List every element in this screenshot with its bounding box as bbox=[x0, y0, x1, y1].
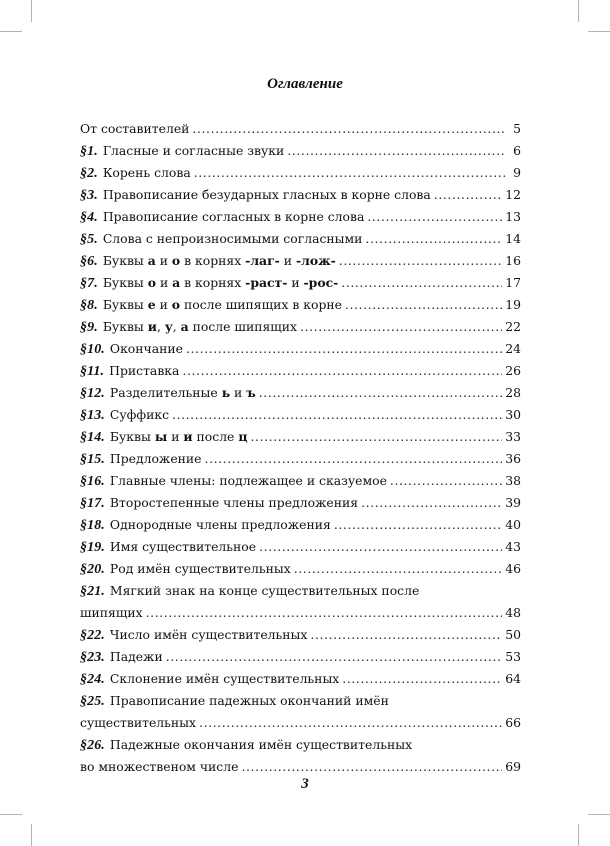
toc-entry bbox=[80, 118, 521, 140]
dot-leader bbox=[345, 294, 502, 316]
bold-term: е bbox=[147, 297, 156, 312]
toc-entry bbox=[80, 184, 521, 206]
title-text: Склонение имён существительных bbox=[109, 671, 340, 686]
crop-mark-left-bottom bbox=[0, 814, 22, 815]
bold-term: о bbox=[171, 253, 181, 268]
table-of-contents bbox=[80, 118, 521, 778]
section-number: §3. bbox=[80, 188, 98, 203]
dot-leader bbox=[166, 646, 503, 668]
dot-leader bbox=[365, 228, 502, 250]
title-text: Приставка bbox=[109, 363, 180, 378]
section-number: §18. bbox=[80, 518, 105, 533]
dot-leader bbox=[294, 558, 502, 580]
title-text: в корнях bbox=[180, 253, 246, 268]
entry-title bbox=[103, 272, 338, 294]
toc-entry bbox=[80, 492, 521, 514]
title-text: , bbox=[156, 319, 165, 334]
title-text: , bbox=[172, 319, 181, 334]
title-text: Второстепенные члены предложения bbox=[109, 495, 359, 510]
entry-page-number: 50 bbox=[505, 627, 521, 642]
crop-mark-right-top bbox=[588, 31, 610, 32]
entry-page-number: 38 bbox=[505, 473, 521, 488]
bold-term: ц bbox=[238, 429, 248, 444]
section-number: §21. bbox=[80, 584, 105, 599]
toc-entry bbox=[80, 514, 521, 536]
entry-title bbox=[110, 690, 389, 712]
toc-entry bbox=[80, 690, 521, 712]
entry-title bbox=[80, 118, 189, 140]
entry-page-number: 40 bbox=[505, 517, 521, 532]
entry-title bbox=[103, 316, 297, 338]
title-text: Суффикс bbox=[109, 407, 170, 422]
entry-title bbox=[110, 536, 256, 558]
section-number: §2. bbox=[80, 166, 98, 181]
title-text: Правописание согласных в корне слова bbox=[102, 209, 365, 224]
dot-leader bbox=[367, 206, 502, 228]
toc-entry bbox=[80, 206, 521, 228]
toc-entry bbox=[80, 338, 521, 360]
dot-leader bbox=[199, 712, 502, 734]
title-text: Буквы bbox=[102, 319, 148, 334]
toc-entry bbox=[80, 228, 521, 250]
entry-page-number: 26 bbox=[505, 363, 521, 378]
entry-title bbox=[103, 140, 285, 162]
entry-page-number: 43 bbox=[505, 539, 521, 554]
title-text: и bbox=[230, 385, 247, 400]
section-number: §24. bbox=[80, 672, 105, 687]
entry-page-number: 48 bbox=[505, 605, 521, 620]
entry-title bbox=[110, 382, 256, 404]
entry-title bbox=[110, 492, 358, 514]
bold-term: и bbox=[147, 319, 157, 334]
entry-title bbox=[110, 448, 202, 470]
entry-title bbox=[110, 646, 163, 668]
title-text: Окончание bbox=[109, 341, 183, 356]
entry-page-number: 53 bbox=[505, 649, 521, 664]
toc-entry bbox=[80, 382, 521, 404]
title-text: и bbox=[287, 275, 304, 290]
toc-entry bbox=[80, 316, 521, 338]
section-number: §22. bbox=[80, 628, 105, 643]
section-number: §13. bbox=[80, 408, 105, 423]
crop-mark-bottom-left bbox=[31, 824, 32, 846]
dot-leader bbox=[251, 426, 503, 448]
dot-leader bbox=[192, 118, 506, 140]
toc-entry bbox=[80, 580, 521, 602]
dot-leader bbox=[194, 162, 506, 184]
dot-leader bbox=[259, 536, 502, 558]
dot-leader bbox=[172, 404, 502, 426]
entry-page-number: 13 bbox=[505, 209, 521, 224]
entry-page-number: 30 bbox=[505, 407, 521, 422]
toc-entry bbox=[80, 536, 521, 558]
entry-title bbox=[103, 184, 431, 206]
crop-mark-top-right bbox=[578, 0, 579, 22]
entry-title bbox=[103, 162, 191, 184]
toc-entry bbox=[80, 624, 521, 646]
entry-title bbox=[110, 338, 183, 360]
title-text: Правописание безударных гласных в корне слова bbox=[102, 187, 431, 202]
section-number: §23. bbox=[80, 650, 105, 665]
dot-leader bbox=[361, 492, 502, 514]
entry-title bbox=[80, 602, 143, 624]
entry-page-number: 16 bbox=[505, 253, 521, 268]
dot-leader bbox=[241, 756, 502, 778]
toc-entry bbox=[80, 712, 521, 734]
dot-leader bbox=[339, 250, 502, 272]
title-text: во множественом числе bbox=[80, 759, 239, 774]
section-number: §14. bbox=[80, 430, 105, 445]
toc-heading: Оглавление bbox=[267, 76, 343, 92]
section-number: §25. bbox=[80, 694, 105, 709]
entry-title bbox=[110, 426, 248, 448]
title-text: шипящих bbox=[80, 605, 143, 620]
entry-page-number: 22 bbox=[505, 319, 521, 334]
section-number: §20. bbox=[80, 562, 105, 577]
title-text: Разделительные bbox=[109, 385, 222, 400]
entry-page-number: 33 bbox=[505, 429, 521, 444]
entry-title bbox=[103, 294, 342, 316]
crop-mark-left-top bbox=[0, 31, 22, 32]
title-text: Корень слова bbox=[102, 165, 191, 180]
title-text: и bbox=[279, 253, 296, 268]
entry-page-number: 66 bbox=[505, 715, 521, 730]
toc-entry bbox=[80, 448, 521, 470]
title-text: Предложение bbox=[109, 451, 202, 466]
dot-leader bbox=[259, 382, 502, 404]
entry-page-number: 6 bbox=[513, 143, 521, 158]
bold-term: ъ bbox=[246, 385, 256, 400]
entry-title bbox=[110, 580, 419, 602]
entry-title bbox=[110, 514, 331, 536]
bold-term: а bbox=[172, 275, 181, 290]
entry-title bbox=[110, 470, 387, 492]
dot-leader bbox=[310, 624, 502, 646]
toc-entry bbox=[80, 162, 521, 184]
section-number: §6. bbox=[80, 254, 98, 269]
dot-leader bbox=[287, 140, 506, 162]
title-text: после шипящих bbox=[188, 319, 298, 334]
bold-term: ь bbox=[221, 385, 231, 400]
title-text: Род имён существительных bbox=[109, 561, 291, 576]
section-number: §15. bbox=[80, 452, 105, 467]
title-text: Падежные окончания имён существительных bbox=[109, 737, 413, 752]
toc-entry bbox=[80, 756, 521, 778]
entry-page-number: 36 bbox=[505, 451, 521, 466]
entry-title bbox=[103, 206, 365, 228]
section-number: §1. bbox=[80, 144, 98, 159]
bold-term: -лаг- bbox=[245, 253, 280, 268]
toc-entry bbox=[80, 470, 521, 492]
title-text: Правописание падежных окончаний имён bbox=[109, 693, 389, 708]
crop-mark-right-bottom bbox=[588, 814, 610, 815]
entry-title bbox=[103, 228, 363, 250]
bold-term: -раст- bbox=[245, 275, 288, 290]
section-number: §12. bbox=[80, 386, 105, 401]
entry-title bbox=[110, 668, 339, 690]
entry-page-number: 19 bbox=[505, 297, 521, 312]
toc-entry bbox=[80, 360, 521, 382]
title-text: Слова с непроизносимыми согласными bbox=[102, 231, 363, 246]
title-text: существительных bbox=[80, 715, 197, 730]
toc-entry bbox=[80, 602, 521, 624]
toc-entry bbox=[80, 668, 521, 690]
section-number: §4. bbox=[80, 210, 98, 225]
section-number: §16. bbox=[80, 474, 105, 489]
section-number: §26. bbox=[80, 738, 105, 753]
section-number: §8. bbox=[80, 298, 98, 313]
entry-page-number: 24 bbox=[505, 341, 521, 356]
title-text: Буквы bbox=[102, 253, 148, 268]
toc-entry bbox=[80, 426, 521, 448]
section-number: §19. bbox=[80, 540, 105, 555]
bold-term: и bbox=[183, 429, 193, 444]
dot-leader bbox=[300, 316, 502, 338]
title-text: Буквы bbox=[102, 275, 148, 290]
entry-page-number: 46 bbox=[505, 561, 521, 576]
title-text: в корнях bbox=[180, 275, 246, 290]
page-number: 3 bbox=[301, 776, 309, 792]
dot-leader bbox=[390, 470, 502, 492]
bold-term: о bbox=[147, 275, 156, 290]
section-number: §17. bbox=[80, 496, 105, 511]
title-text: и bbox=[155, 253, 172, 268]
dot-leader bbox=[342, 668, 502, 690]
toc-entry bbox=[80, 250, 521, 272]
section-number: §5. bbox=[80, 232, 98, 247]
title-text: Мягкий знак на конце существительных после bbox=[109, 583, 420, 598]
title-text: Буквы bbox=[102, 297, 148, 312]
toc-entry bbox=[80, 404, 521, 426]
dot-leader bbox=[434, 184, 502, 206]
bold-term: ы bbox=[154, 429, 168, 444]
crop-mark-bottom-right bbox=[578, 824, 579, 846]
entry-page-number: 28 bbox=[505, 385, 521, 400]
toc-entry bbox=[80, 140, 521, 162]
title-text: и bbox=[167, 429, 184, 444]
dot-leader bbox=[182, 360, 502, 382]
title-text: От составителей bbox=[80, 121, 190, 136]
dot-leader bbox=[334, 514, 502, 536]
entry-page-number: 39 bbox=[505, 495, 521, 510]
dot-leader bbox=[341, 272, 502, 294]
toc-entry bbox=[80, 294, 521, 316]
entry-page-number: 17 bbox=[505, 275, 521, 290]
entry-page-number: 69 bbox=[505, 759, 521, 774]
title-text: Однородные члены предложения bbox=[109, 517, 331, 532]
title-text: Имя существительное bbox=[109, 539, 257, 554]
bold-term: у bbox=[164, 319, 173, 334]
toc-entry bbox=[80, 558, 521, 580]
entry-title bbox=[103, 250, 336, 272]
title-text: Гласные и согласные звуки bbox=[102, 143, 285, 158]
section-number: §10. bbox=[80, 342, 105, 357]
entry-title bbox=[110, 404, 169, 426]
bold-term: -рос- bbox=[303, 275, 339, 290]
entry-page-number: 9 bbox=[513, 165, 521, 180]
title-text: Число имён существительных bbox=[109, 627, 308, 642]
bold-term: а bbox=[147, 253, 156, 268]
section-number: §7. bbox=[80, 276, 98, 291]
toc-entry bbox=[80, 272, 521, 294]
title-text: и bbox=[155, 297, 172, 312]
entry-title bbox=[110, 624, 308, 646]
section-number: §11. bbox=[80, 364, 105, 379]
entry-title bbox=[109, 360, 179, 382]
dot-leader bbox=[205, 448, 503, 470]
entry-title bbox=[110, 558, 291, 580]
bold-term: о bbox=[171, 297, 181, 312]
entry-title bbox=[80, 756, 238, 778]
title-text: после шипящих в корне bbox=[180, 297, 342, 312]
section-number: §9. bbox=[80, 320, 98, 335]
entry-title bbox=[80, 712, 196, 734]
toc-entry bbox=[80, 734, 521, 756]
title-text: Главные члены: подлежащее и сказуемое bbox=[109, 473, 387, 488]
title-text: Падежи bbox=[109, 649, 163, 664]
bold-term: а bbox=[180, 319, 189, 334]
title-text: и bbox=[156, 275, 173, 290]
entry-page-number: 12 bbox=[505, 187, 521, 202]
dot-leader bbox=[186, 338, 502, 360]
bold-term: -лож- bbox=[295, 253, 336, 268]
crop-mark-top-left bbox=[31, 0, 32, 22]
toc-entry bbox=[80, 646, 521, 668]
dot-leader bbox=[146, 602, 503, 624]
title-text: Буквы bbox=[109, 429, 155, 444]
title-text: после bbox=[192, 429, 239, 444]
entry-page-number: 5 bbox=[513, 121, 521, 136]
entry-title bbox=[110, 734, 412, 756]
entry-page-number: 14 bbox=[505, 231, 521, 246]
entry-page-number: 64 bbox=[505, 671, 521, 686]
